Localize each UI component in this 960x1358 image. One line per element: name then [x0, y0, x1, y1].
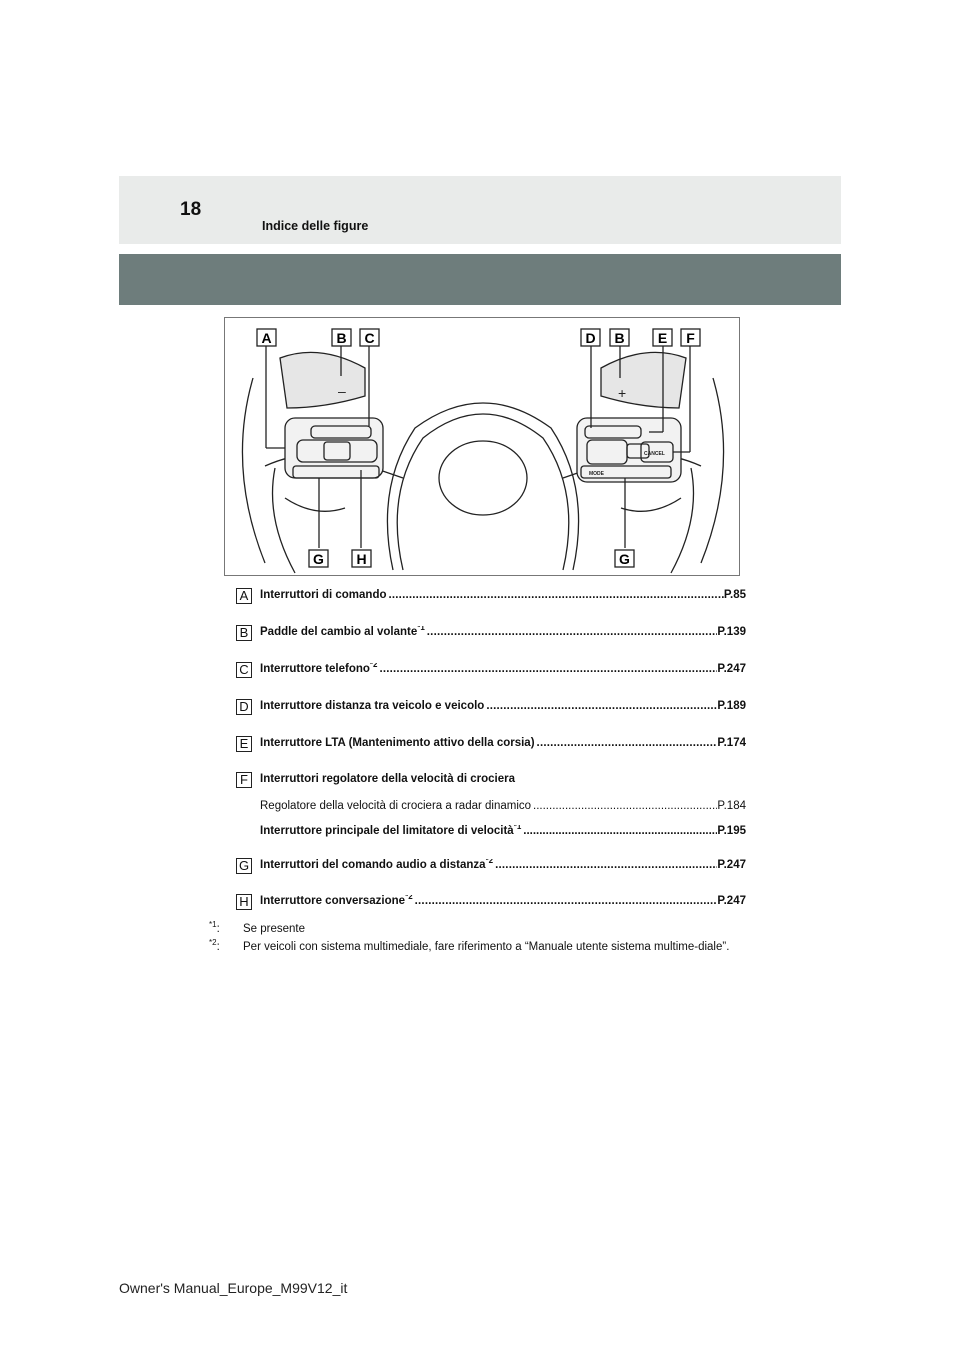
svg-text:A: A	[261, 330, 272, 346]
callout-b	[332, 329, 351, 346]
footnote-mark: *1	[417, 626, 425, 632]
callout-c	[360, 329, 379, 346]
entry-letter: B	[236, 625, 252, 641]
list-item	[236, 699, 746, 717]
svg-text:H: H	[356, 551, 367, 567]
footnote-mark: *2	[209, 938, 217, 947]
entry-letter: E	[236, 736, 252, 752]
list-item	[236, 894, 746, 912]
list-item	[236, 858, 746, 876]
entry-label: Interruttore LTA (Mantenimento attivo della corsia)	[260, 737, 535, 749]
footnote-mark: *2	[485, 859, 494, 865]
page-link[interactable]: P.247	[717, 859, 746, 871]
steering-wheel-illustration	[225, 318, 740, 576]
svg-text:G: G	[619, 551, 630, 567]
entry-letter: F	[236, 772, 252, 788]
entry-label: Interruttore distanza tra veicolo e veicolo	[260, 700, 485, 712]
footnotes	[209, 920, 749, 956]
entry-label: Paddle del cambio al volante	[260, 626, 418, 638]
callout-g-left	[309, 550, 328, 567]
footnote-text: Per veicoli con sistema multimediale, fare riferimento a “Manuale utente sistema multime-diale”.	[243, 941, 730, 953]
section-title: Indice delle figure	[262, 219, 369, 233]
svg-text:B: B	[614, 330, 625, 346]
svg-text:B: B	[336, 330, 347, 346]
footnote-mark: *1	[513, 825, 522, 831]
page-link[interactable]: P.247	[717, 663, 746, 675]
sub-entry-label: Interruttore principale del limitatore di velocità	[260, 825, 514, 837]
entry-label: Interruttori del comando audio a distanza	[260, 859, 486, 871]
svg-text:D: D	[585, 330, 596, 346]
steering-wheel-figure	[224, 317, 740, 576]
entry-label: Interruttore conversazione	[260, 895, 406, 907]
page-link[interactable]: P.85	[723, 589, 746, 601]
page-number: 18	[180, 199, 202, 220]
document-footer: Owner's Manual_Europe_M99V12_it	[119, 1280, 348, 1296]
list-item	[236, 625, 746, 643]
callout-e	[653, 329, 672, 346]
page-link[interactable]: P.189	[717, 700, 746, 712]
page-link[interactable]: P.247	[717, 895, 746, 907]
entry-letter: D	[236, 699, 252, 715]
svg-text:E: E	[657, 330, 668, 346]
mode-label: MODE	[589, 471, 604, 477]
footnote-mark: *2	[369, 663, 378, 669]
list-item	[236, 736, 746, 754]
entry-letter: G	[236, 858, 252, 874]
entry-letter: H	[236, 894, 252, 910]
footnote-mark: *1	[209, 920, 217, 929]
sub-list-item	[260, 825, 746, 841]
header-band	[119, 176, 841, 244]
entry-label: Interruttore telefono	[260, 663, 370, 675]
entry-letter: A	[236, 588, 252, 604]
page-link[interactable]: P.195	[717, 825, 746, 837]
svg-text:F: F	[686, 330, 695, 346]
list-item	[236, 662, 746, 680]
footnote: $^{*2}$: Per veicoli con sistema multimediale, fare riferimento a “Manuale utente sistema multime-diale”.	[209, 938, 730, 953]
svg-text:C: C	[364, 330, 375, 346]
callout-f	[681, 329, 700, 346]
footnote-mark: *2	[405, 895, 413, 901]
callout-h	[352, 550, 371, 567]
footnote: $^{*1}$: Se presente	[209, 920, 306, 935]
entry-label: Interruttori regolatore della velocità di crociera	[260, 773, 515, 785]
page-link[interactable]: P.174	[717, 737, 746, 749]
svg-text:G: G	[313, 551, 324, 567]
callout-b-right	[610, 329, 629, 346]
footnote-text: Se presente	[243, 923, 306, 935]
paddle-right-symbol: +	[618, 385, 627, 401]
section-banner	[119, 254, 841, 305]
cancel-label: CANCEL	[644, 451, 665, 457]
list-item	[236, 772, 746, 790]
callout-d	[581, 329, 600, 346]
page-link[interactable]: P.184	[717, 800, 746, 812]
list-item	[236, 588, 746, 606]
page-link[interactable]: P.139	[717, 626, 746, 638]
callout-a	[257, 329, 276, 346]
paddle-left-symbol: –	[338, 383, 346, 399]
callout-g-right	[615, 550, 634, 567]
sub-entry-label: Regolatore della velocità di crociera a radar dinamico	[260, 800, 532, 812]
sub-list-item	[260, 800, 746, 816]
entry-letter: C	[236, 662, 252, 678]
entry-label: Interruttori di comando	[260, 589, 387, 601]
